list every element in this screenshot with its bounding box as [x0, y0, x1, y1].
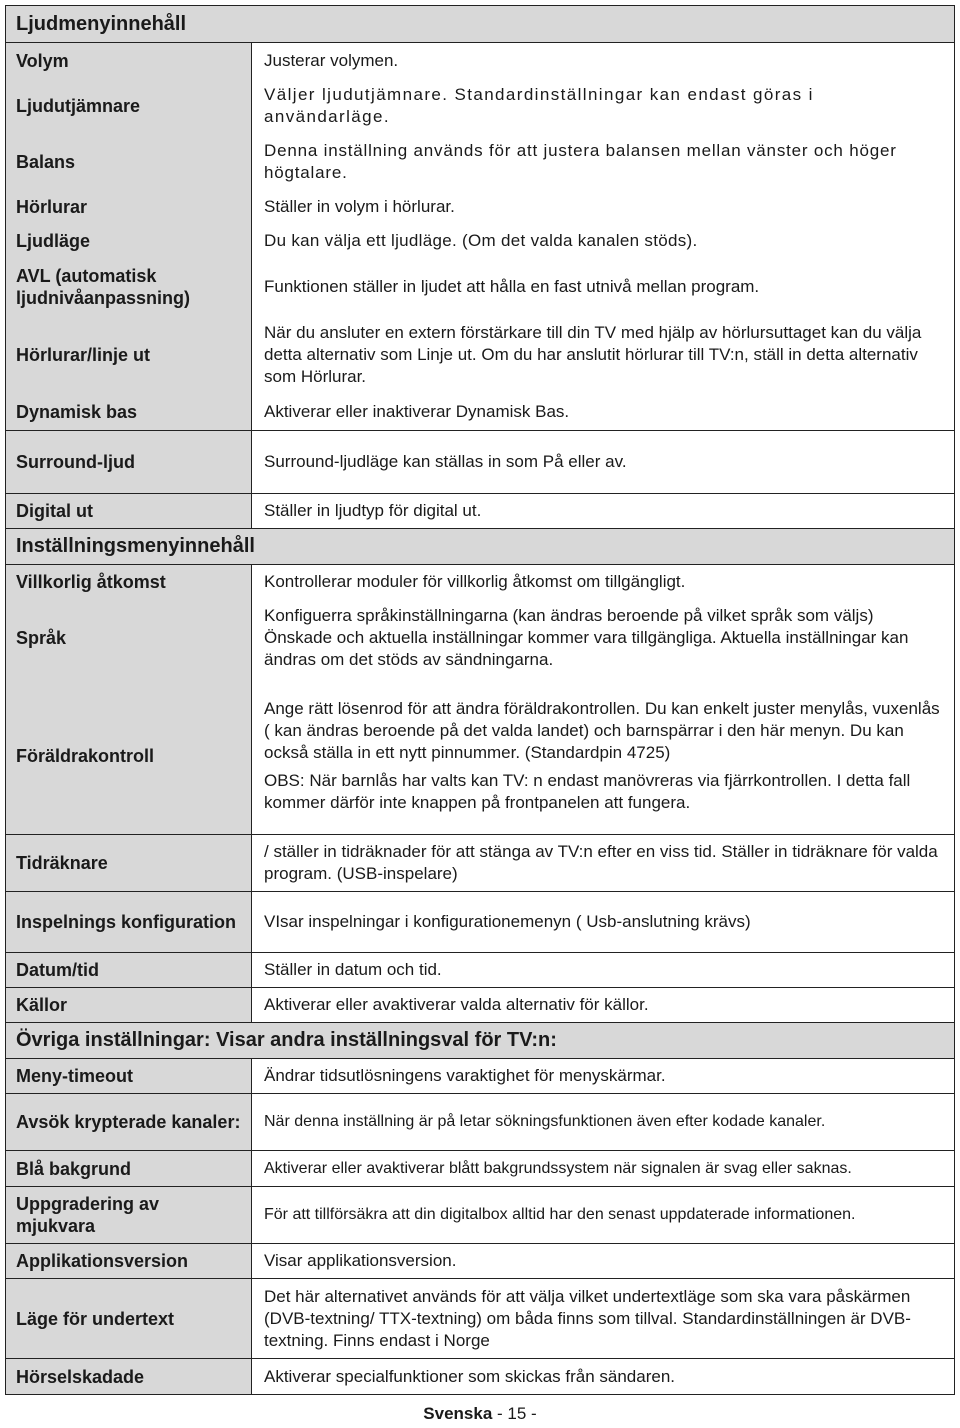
- setting-label: Balans: [6, 133, 252, 190]
- setting-description: [252, 835, 954, 891]
- table-row: [6, 677, 954, 835]
- setting-label: Läge för undertext: [6, 1279, 252, 1358]
- table-row: [6, 494, 954, 529]
- table-row: [6, 1094, 954, 1151]
- setting-label: Datum/tid: [6, 953, 252, 987]
- description-text: Justerar volymen.: [264, 50, 399, 70]
- description-text: Ange rätt lösenrod för att ändra föräldrakontrollen. Du kan enkelt juster menylås, vuxenlås ( kan ändras beroende på det valda landet) och barnspärrar i den här menyn. Du kan också ställa in ett nytt pinnummer. (Standardpin 4725): [264, 698, 940, 762]
- table-row: [6, 953, 954, 988]
- setting-label: Hörselskadade: [6, 1359, 252, 1394]
- setting-label: Hörlurar/linje ut: [6, 316, 252, 394]
- setting-description: [252, 953, 954, 987]
- setting-description: [252, 1151, 954, 1186]
- setting-description: [252, 1244, 954, 1278]
- setting-label: Digital ut: [6, 494, 252, 528]
- setting-label: Applikationsversion: [6, 1244, 252, 1278]
- description-note: OBS: När barnlås har valts kan TV: n endast manövreras via fjärrkontrollen. I detta fall kommer därför inte knappen på frontpanelen att fungera.: [264, 770, 911, 812]
- setting-description: [252, 316, 954, 394]
- setting-label: Språk: [6, 599, 252, 677]
- setting-description: [252, 599, 954, 677]
- settings-document: [5, 5, 955, 1395]
- setting-description: [252, 1094, 954, 1150]
- table-row: [6, 133, 954, 190]
- setting-description: [252, 494, 954, 528]
- table-row: [6, 224, 954, 258]
- description-text: För att tillförsäkra att din digitalbox alltid har den senast uppdaterade informationen.: [264, 1206, 856, 1223]
- section-title-other: Övriga inställningar: Visar andra inställningsval för TV:n:: [6, 1023, 954, 1059]
- setting-description: [252, 892, 954, 952]
- description-text: Surround-ljudläge kan ställas in som På eller av.: [264, 452, 627, 471]
- description-text: Ställer in datum och tid.: [264, 960, 442, 979]
- section-title-settings: Inställningsmenyinnehåll: [6, 529, 954, 565]
- description-text: Det här alternativet används för att välja vilket undertextläge som ska vara påskärmen (DVB-textning/ TTX-textning) om båda finns som tillval. Standardinställningen är DVB-textning. Finns endast i Norge: [264, 1286, 911, 1350]
- setting-description: [252, 78, 954, 133]
- setting-label: Volym: [6, 43, 252, 78]
- description-text: Ändrar tidsutlösningens varaktighet för menyskärmar.: [264, 1066, 666, 1085]
- description-text: När du ansluter en extern förstärkare till din TV med hjälp av hörlursuttaget kan du välja detta alternativ som Linje ut. Om du har anslutit hörlurar till TV:n, ställ in detta alternativ som Hörlurar.: [264, 323, 922, 386]
- setting-label: Tidräknare: [6, 835, 252, 891]
- setting-label: Föräldrakontroll: [6, 677, 252, 834]
- setting-label: Villkorlig åtkomst: [6, 565, 252, 599]
- setting-description: [252, 1279, 954, 1358]
- setting-label: Källor: [6, 988, 252, 1022]
- setting-label: Ljudutjämnare: [6, 78, 252, 133]
- setting-description: [252, 677, 954, 834]
- table-row: [6, 1059, 954, 1094]
- setting-description: [252, 1059, 954, 1093]
- description-text: Kontrollerar moduler för villkorlig åtkomst om tillgängligt.: [264, 572, 686, 591]
- description-text: Ställer in ljudtyp för digital ut.: [264, 501, 482, 520]
- setting-label: Hörlurar: [6, 190, 252, 224]
- table-row: [6, 1244, 954, 1279]
- description-text: VIsar inspelningar i konfigurationemenyn ( Usb-anslutning krävs): [264, 912, 751, 931]
- setting-description: [252, 1187, 954, 1243]
- setting-label: AVL (automatisk ljudnivåanpassning): [6, 258, 252, 316]
- table-row: [6, 78, 954, 133]
- description-text: Visar applikationsversion.: [264, 1251, 457, 1270]
- table-row: [6, 988, 954, 1023]
- setting-description: [252, 224, 954, 258]
- setting-label: Blå bakgrund: [6, 1151, 252, 1186]
- table-row: [6, 1359, 954, 1395]
- setting-label: Ljudläge: [6, 224, 252, 258]
- setting-description: [252, 988, 954, 1022]
- description-text: / ställer in tidräknader för att stänga av TV:n efter en viss tid. Ställer in tidräknare för valda program. (USB-inspelare): [264, 842, 938, 883]
- table-row: [6, 431, 954, 494]
- table-row: [6, 1279, 954, 1359]
- table-row: [6, 1187, 954, 1244]
- setting-label: Uppgradering av mjukvara: [6, 1187, 252, 1243]
- setting-label: Avsök krypterade kanaler:: [6, 1094, 252, 1150]
- setting-label: Meny-timeout: [6, 1059, 252, 1093]
- setting-description: [252, 394, 954, 430]
- setting-label: Surround-ljud: [6, 431, 252, 493]
- table-row: [6, 43, 954, 78]
- table-row: [6, 892, 954, 953]
- setting-description: [252, 1359, 954, 1394]
- table-row: [6, 258, 954, 316]
- description-text: Denna inställning används för att justera balansen mellan vänster och höger högtalare.: [264, 140, 897, 182]
- setting-description: [252, 565, 954, 599]
- setting-description: [252, 258, 954, 316]
- description-text: När denna inställning är på letar sökningsfunktionen även efter kodade kanaler.: [264, 1113, 826, 1130]
- table-row: [6, 565, 954, 599]
- setting-description: [252, 431, 954, 493]
- section-title-sound: Ljudmenyinnehåll: [6, 6, 954, 43]
- table-row: [6, 835, 954, 892]
- setting-description: [252, 190, 954, 224]
- description-text: Aktiverar eller avaktiverar blått bakgrundssystem när signalen är svag eller saknas.: [264, 1159, 852, 1177]
- description-text: Konfiguerra språkinställningarna (kan ändras beroende på vilket språk som väljs) Önskade och aktuella inställningar kommer vara tillgängliga. Aktuella inställningar kan ändras om det stöds av sändningarna.: [264, 606, 909, 669]
- description-text: Du kan välja ett ljudläge. (Om det valda kanalen stöds).: [264, 231, 698, 250]
- description-text: Aktiverar eller inaktiverar Dynamisk Bas.: [264, 402, 570, 421]
- setting-label: Dynamisk bas: [6, 394, 252, 430]
- table-row: [6, 1151, 954, 1187]
- table-row: [6, 394, 954, 431]
- footer-language: Svenska: [423, 1404, 493, 1423]
- table-row: [6, 316, 954, 394]
- footer-page-number: - 15 -: [497, 1404, 537, 1423]
- page-footer: [0, 1404, 960, 1424]
- description-text: Aktiverar specialfunktioner som skickas från sändaren.: [264, 1366, 676, 1386]
- description-text: Väljer ljudutjämnare. Standardinställningar kan endast göras i användarläge.: [264, 84, 814, 126]
- description-text: Aktiverar eller avaktiverar valda alternativ för källor.: [264, 995, 649, 1014]
- setting-description: [252, 43, 954, 78]
- table-row: [6, 190, 954, 224]
- setting-description: [252, 133, 954, 190]
- table-row: [6, 599, 954, 677]
- description-text: Funktionen ställer in ljudet att hålla en fast utnivå mellan program.: [264, 277, 760, 296]
- setting-label: Inspelnings konfiguration: [6, 892, 252, 952]
- description-text: Ställer in volym i hörlurar.: [264, 197, 455, 216]
